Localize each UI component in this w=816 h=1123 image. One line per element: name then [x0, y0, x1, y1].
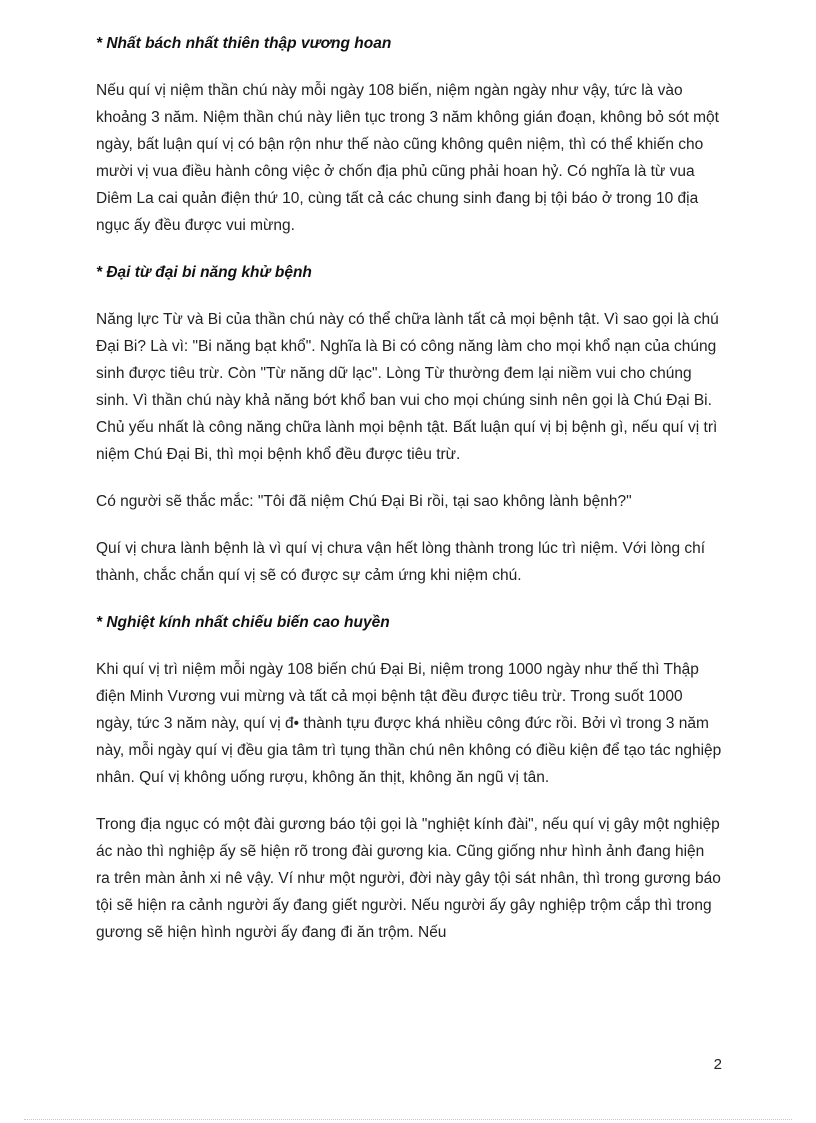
section-heading-nang-khu-benh: * Đại từ đại bi năng khử bệnh	[96, 264, 312, 281]
section-heading-nghiet-kinh: * Nghiệt kính nhất chiếu biến cao huyền	[96, 614, 390, 631]
paragraph: Trong địa ngục có một đài gương báo tội gọi là "nghiệt kính đài", nếu quí vị gây một nghiệp ác nào thì nghiệp ấy sẽ hiện rõ trong đài gương kia. Cũng giống như hình ảnh đang hiện ra trên màn ảnh xi nê vậy. Ví như một người, đời này gây tội sát nhân, thì trong gương báo tội sẽ hiện ra cảnh người ấy đang giết người. Nếu người ấy gây nghiệp trộm cắp thì trong gương sẽ hiện hình người ấy đang đi ăn trộm. Nếu	[96, 816, 721, 941]
paragraph: Quí vị chưa lành bệnh là vì quí vị chưa vận hết lòng thành trong lúc trì niệm. Với lòng chí thành, chắc chắn quí vị sẽ có được sự cảm ứng khi niệm chú.	[96, 540, 706, 584]
paragraph: Có người sẽ thắc mắc: "Tôi đã niệm Chú Đại Bi rồi, tại sao không lành bệnh?"	[96, 493, 632, 510]
section-heading-thap-vuong-hoan: * Nhất bách nhất thiên thập vương hoan	[96, 35, 392, 52]
paragraph: Nếu quí vị niệm thần chú này mỗi ngày 108 biến, niệm ngàn ngày như vậy, tức là vào khoảng 3 năm. Niệm thần chú này liên tục trong 3 năm không gián đoạn, không bỏ sót một ngày, bất luận quí vị có bận rộn như thế nào cũng không quên niệm, thì có thể khiến cho mười vị vua điều hành công việc ở chốn địa phủ cũng phải hoan hỷ. Có nghĩa là từ vua Diêm La cai quản điện thứ 10, cùng tất cả các chung sinh đang bị tội báo ở trong 10 địa ngục ấy đều được vui mừng.	[96, 82, 719, 234]
page-content	[96, 30, 722, 966]
page-bottom-divider	[24, 1119, 792, 1120]
paragraph: Khi quí vị trì niệm mỗi ngày 108 biến chú Đại Bi, niệm trong 1000 ngày như thế thì Thập điện Minh Vương vui mừng và tất cả mọi bệnh tật đều được tiêu trừ. Trong suốt 1000 ngày, tức 3 năm này, quí vị đ• thành tựu được khá nhiều công đức rồi. Bởi vì trong 3 năm này, mỗi ngày quí vị đều gia tâm trì tụng thần chú nên không có điều kiện để tạo tác nghiệp nhân. Quí vị không uống rượu, không ăn thịt, không ăn ngũ vị tân.	[96, 661, 722, 786]
paragraph: Năng lực Từ và Bi của thần chú này có thể chữa lành tất cả mọi bệnh tật. Vì sao gọi là chú Đại Bi? Là vì: "Bi năng bạt khổ". Nghĩa là Bi có công năng làm cho mọi khổ nạn của chúng sinh được tiêu trừ. Còn "Từ năng dữ lạc". Lòng Từ thường đem lại niềm vui cho chúng sinh. Vì thần chú này khả năng bớt khổ ban vui cho mọi chúng sinh nên gọi là Chú Đại Bi. Chủ yếu nhất là công năng chữa lành mọi bệnh tật. Bất luận quí vị bị bệnh gì, nếu quí vị trì niệm Chú Đại Bi, thì mọi bệnh khổ đều được tiêu trừ.	[96, 311, 719, 463]
page-number: 2	[713, 1056, 722, 1073]
